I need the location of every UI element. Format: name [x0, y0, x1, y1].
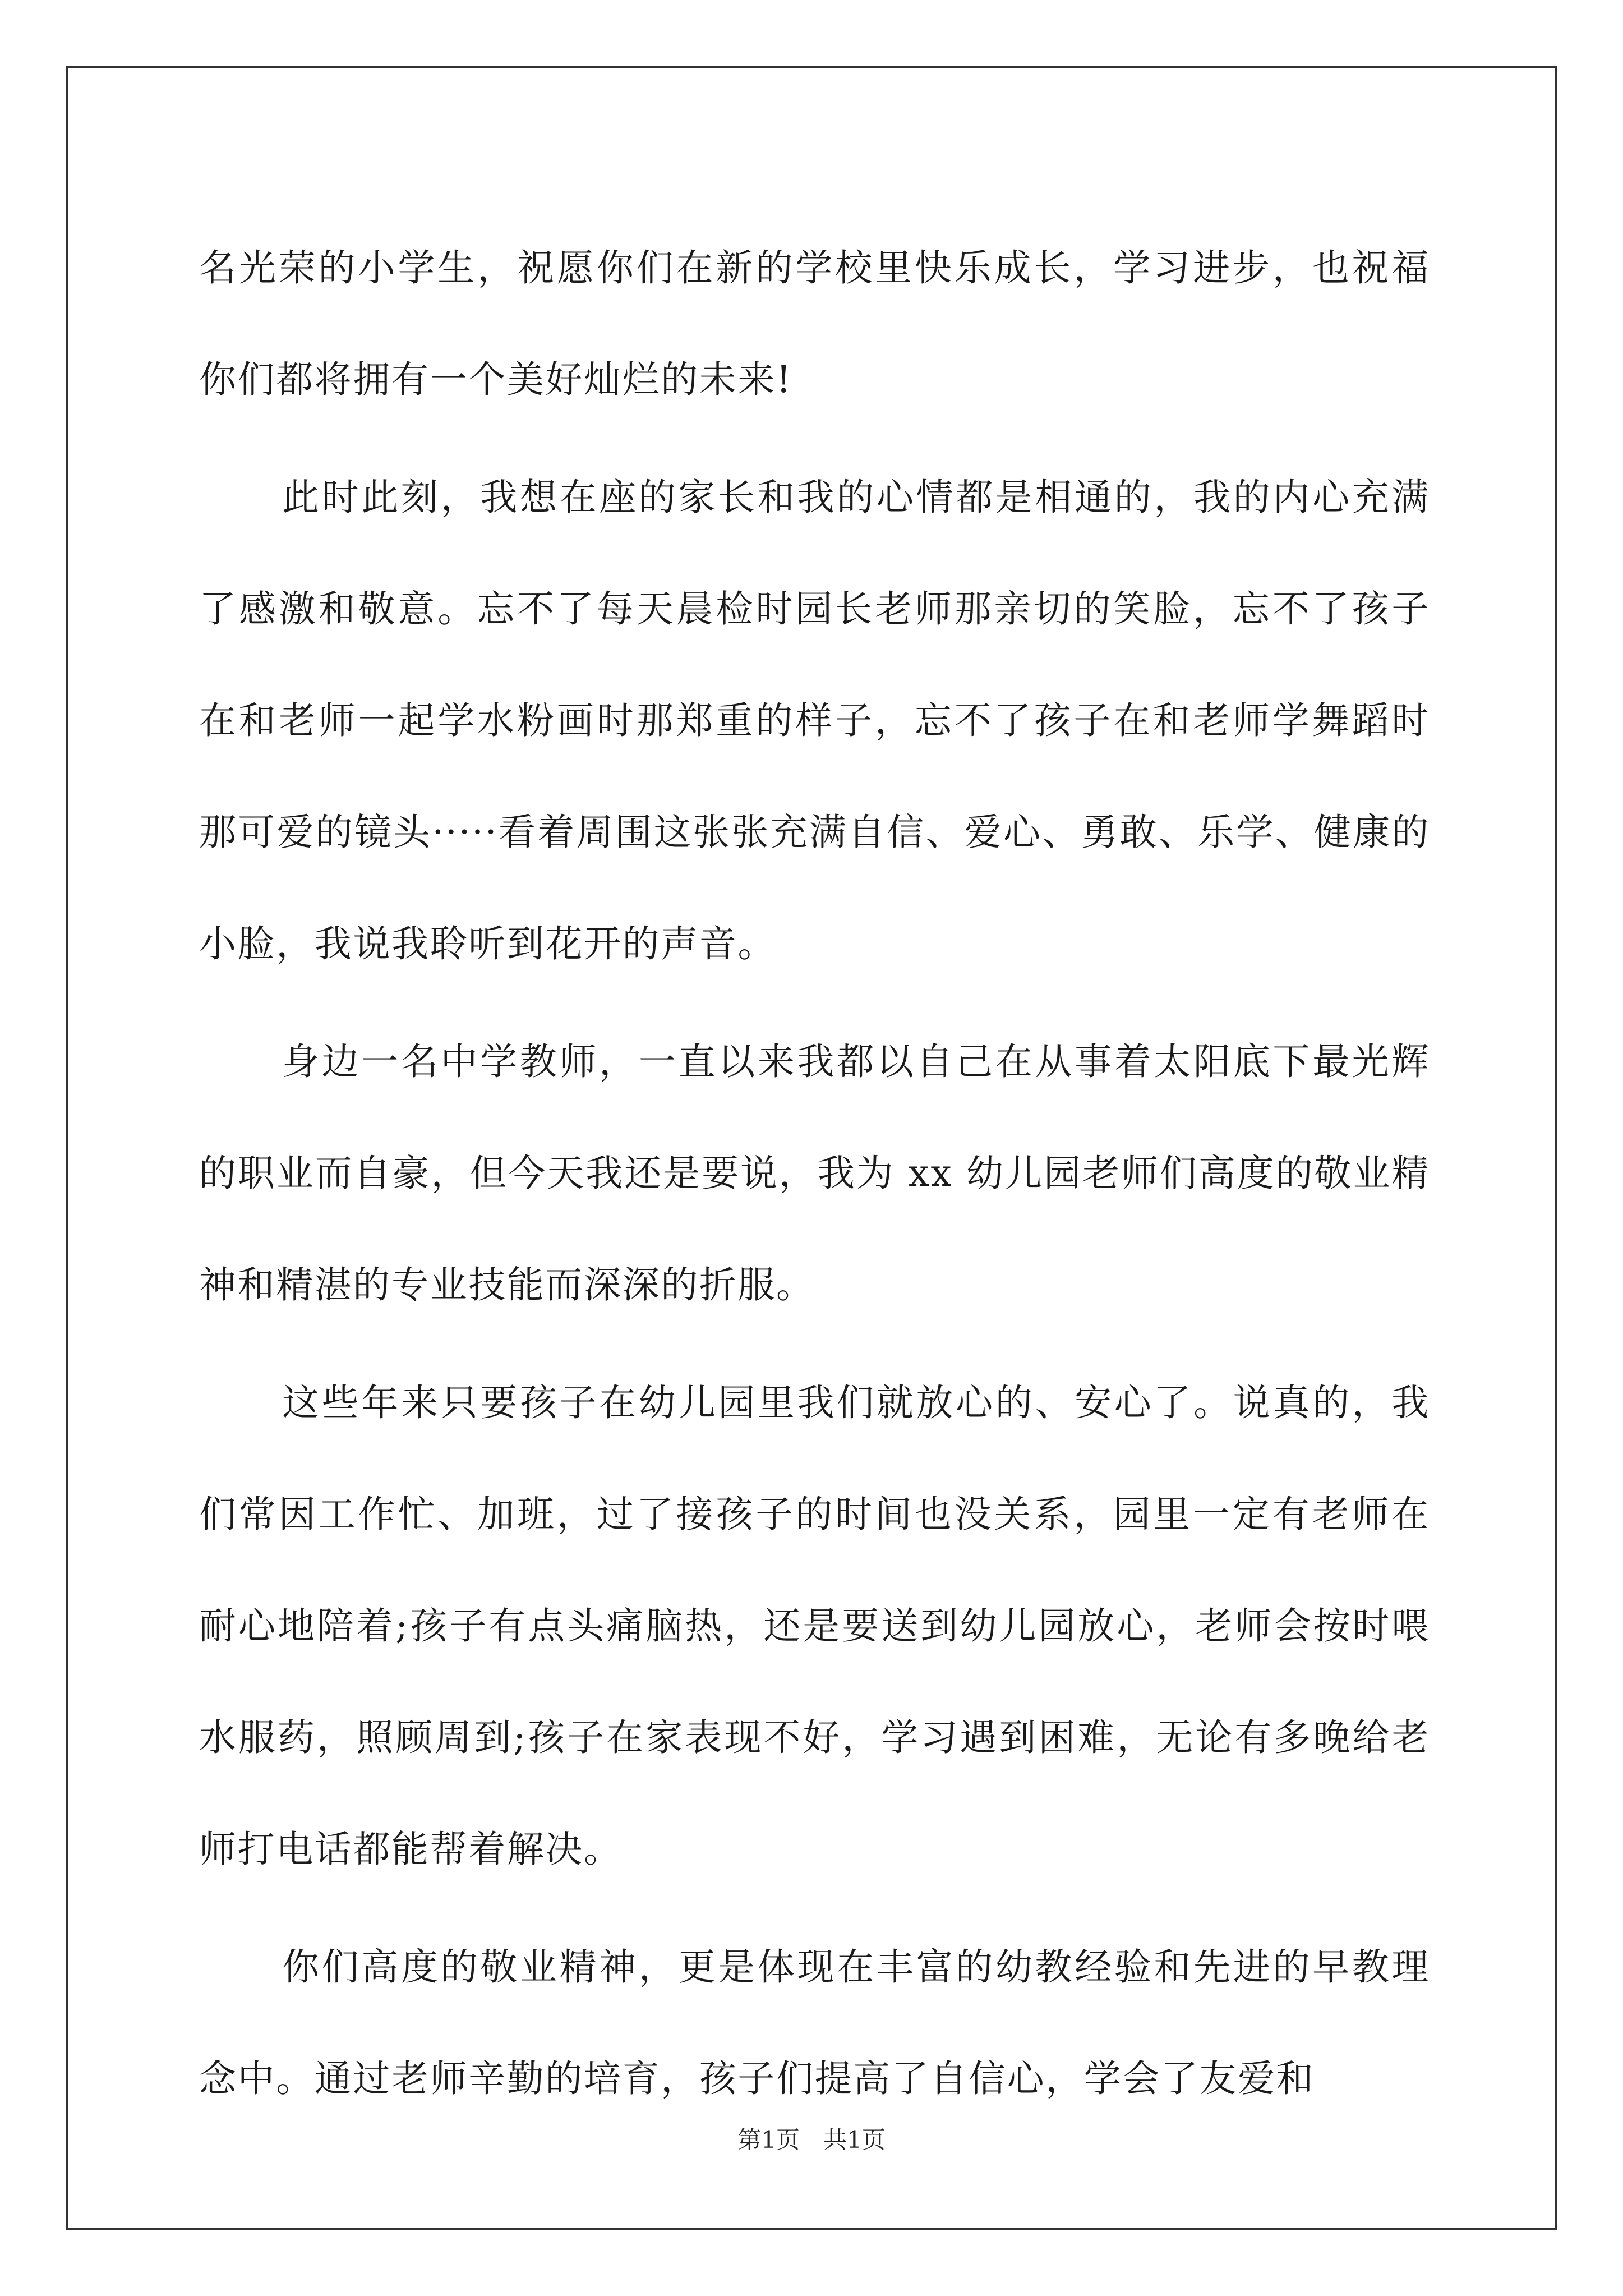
document-body: [199, 212, 1430, 2141]
paragraph-2: 此时此刻，我想在座的家长和我的心情都是相通的，我的内心充满了感激和敬意。忘不了每天晨检时园长老师那亲切的笑脸，忘不了孩子在和老师一起学水粉画时那郑重的样子，忘不了孩子在和老师学舞蹈时那可爱的镜头·····看着周围这张张充满自信、爱心、勇敢、乐学、健康的小脸，我说我聆听到花开的声音。: [199, 476, 1430, 965]
paragraph-1: 名光荣的小学生，祝愿你们在新的学校里快乐成长，学习进步，也祝福你们都将拥有一个美好灿烂的未来!: [199, 246, 1430, 401]
paragraph-4: 这些年来只要孩子在幼儿园里我们就放心的、安心了。说真的，我们常因工作忙、加班，过了接孩子的时间也没关系，园里一定有老师在耐心地陪着;孩子有点头痛脑热，还是要送到幼儿园放心，老师会按时喂水服药，照顾周到;孩子在家表现不好，学习遇到困难，无论有多晚给老师打电话都能帮着解决。: [199, 1381, 1430, 1871]
paragraph-3: 身边一名中学教师，一直以来我都以自己在从事着太阳底下最光辉的职业而自豪，但今天我还是要说，我为 xx 幼儿园老师们高度的敬业精神和精湛的专业技能而深深的折服。: [199, 1040, 1430, 1306]
paragraph-5: 你们高度的敬业精神，更是体现在丰富的幼教经验和先进的早教理念中。通过老师辛勤的培育，孩子们提高了自信心，学会了友爱和: [199, 1945, 1430, 2100]
page-footer: 第1页 共1页: [737, 2126, 886, 2154]
